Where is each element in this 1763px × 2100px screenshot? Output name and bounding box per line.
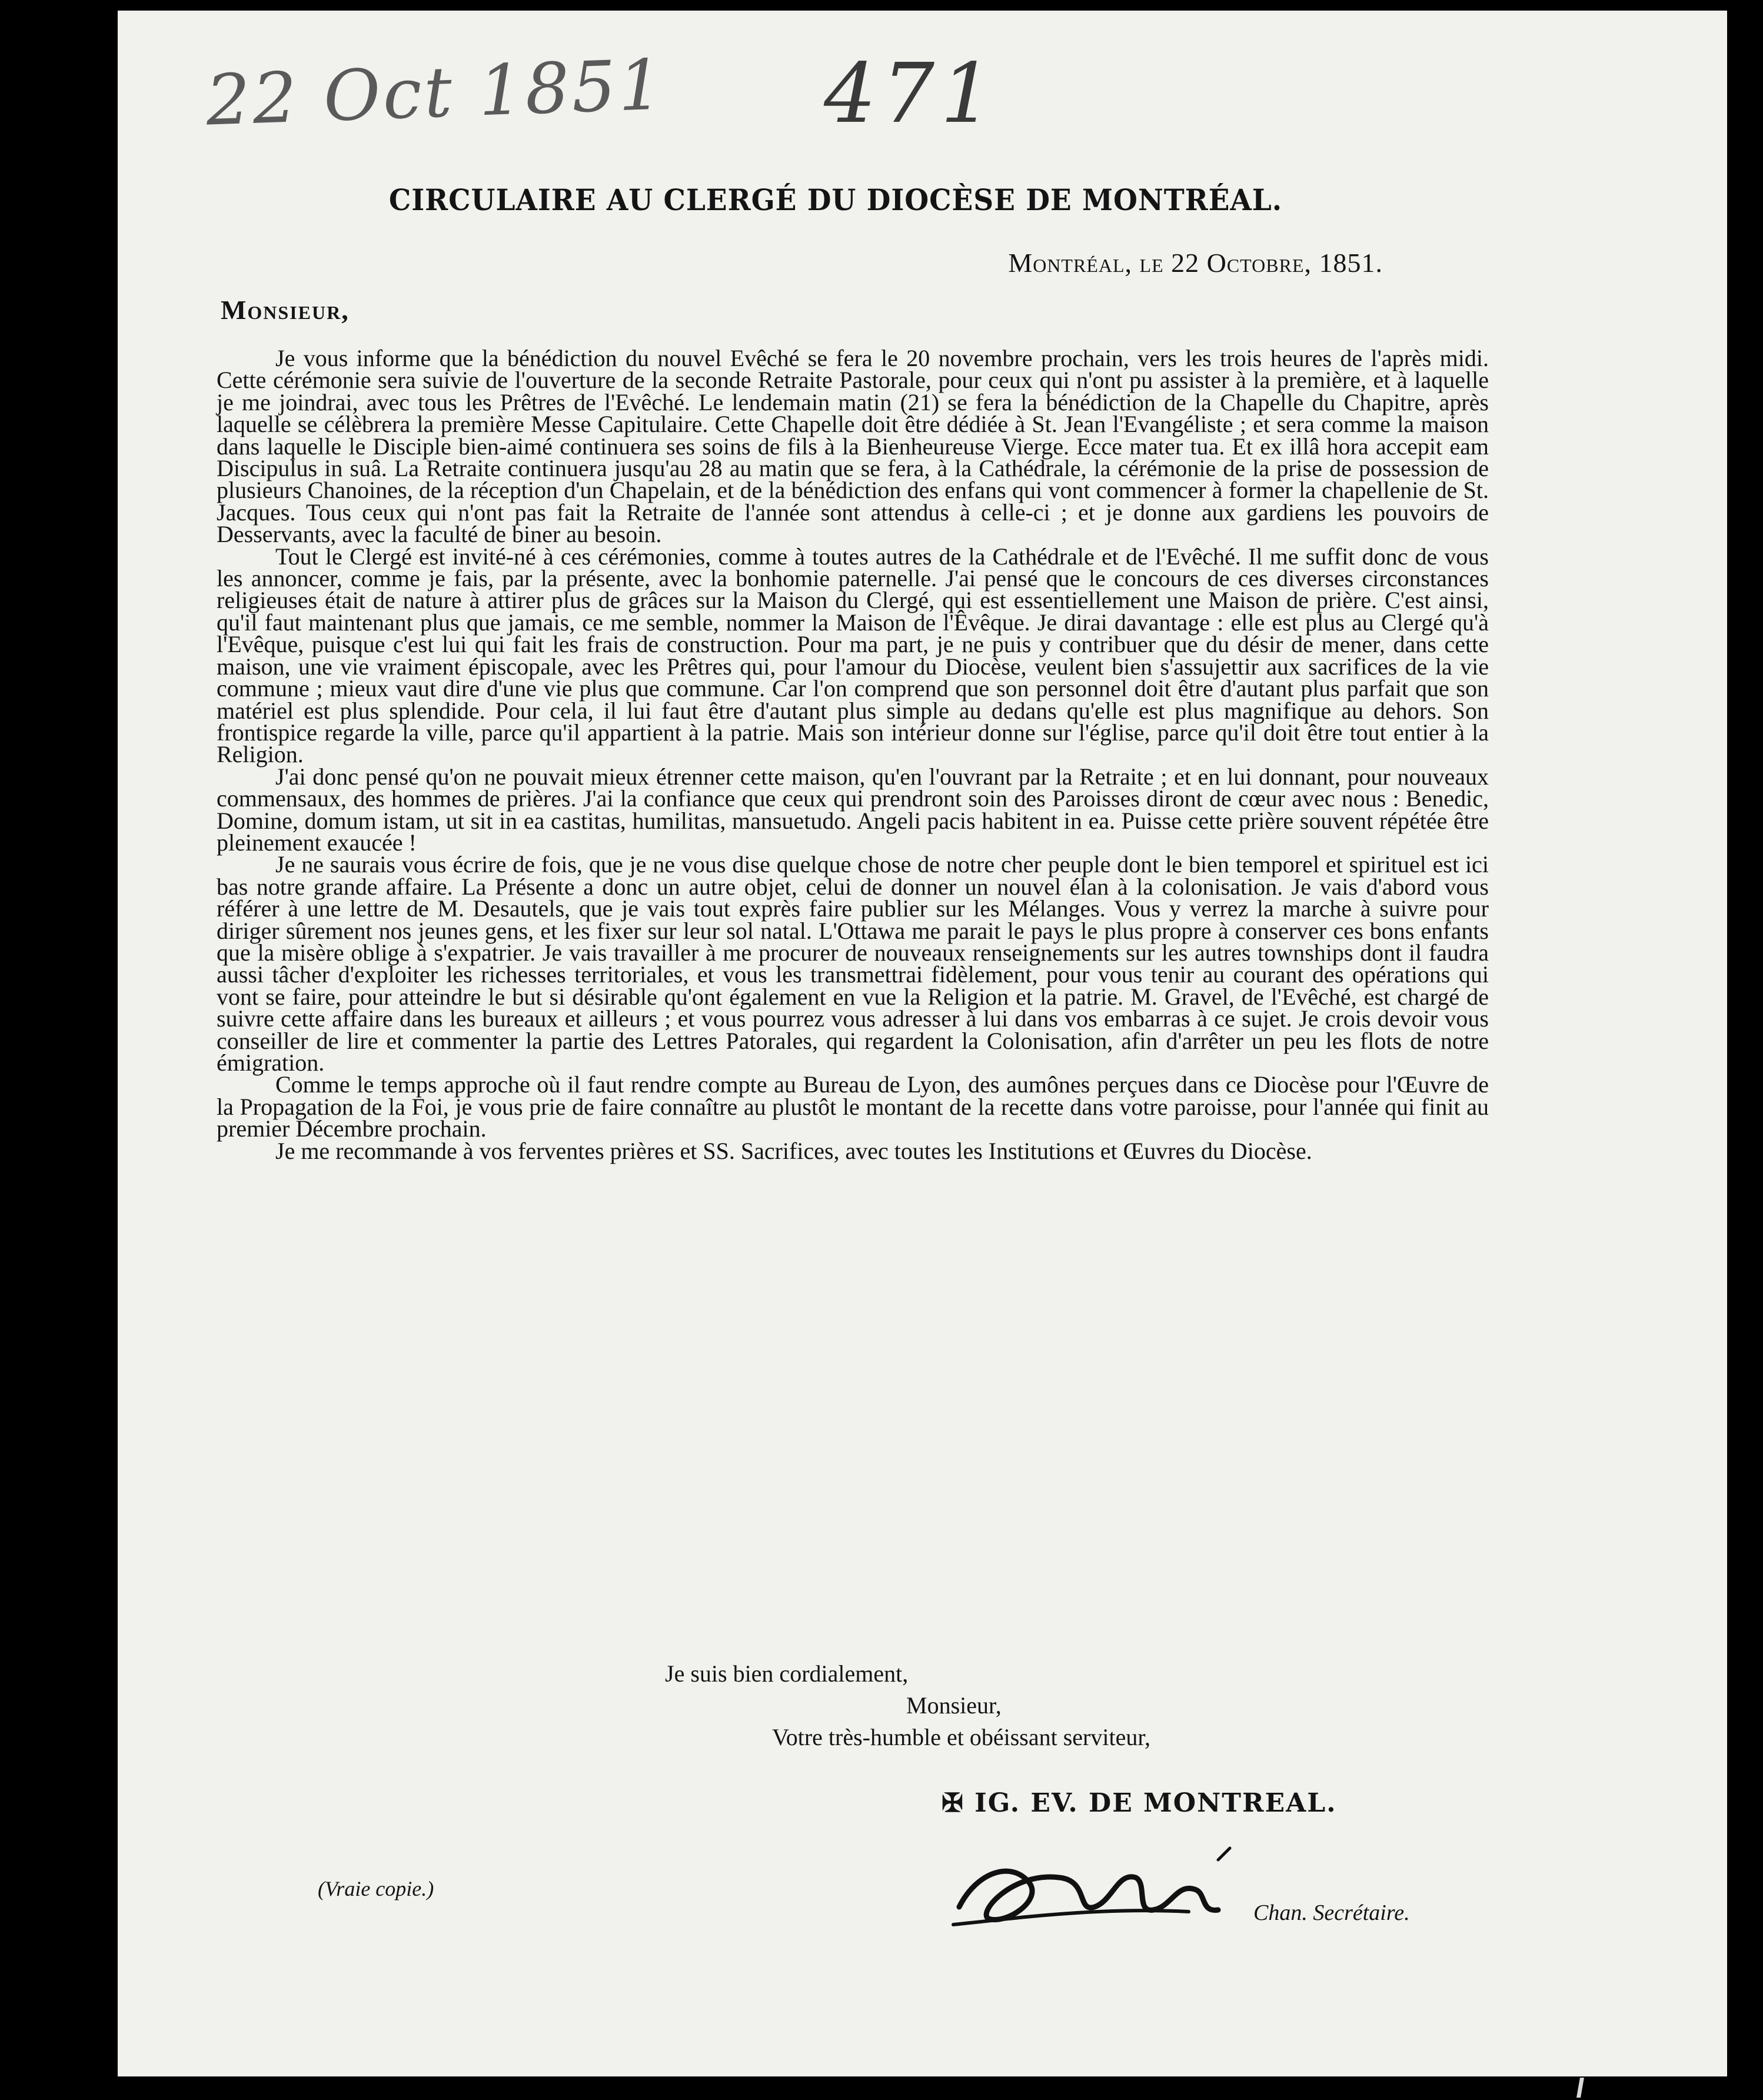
paragraph: Comme le temps approche où il faut rendre compte au Bureau de Lyon, des aumônes perçues dans ce Diocèse pour l'Œuvre de la Propagation de la Foi, je vous prie de faire connaître au plustôt le montant de la recette dans votre paroisse, pour l'année qui finit au premier Décembre prochain. [217,1071,1489,1142]
document-title: CIRCULAIRE AU CLERGÉ DU DIOCÈSE DE MONTRÉAL. [388,182,1283,217]
dateline: Montréal, le 22 Octobre, 1851. [1008,248,1383,278]
paragraph: J'ai donc pensé qu'on ne pouvait mieux étrenner cette maison, qu'en l'ouvrant par la Retraite ; et en lui donnant, pour nouveaux commensaux, des hommes de prières. J'ai la confiance que ceux qui prendront soin des Paroisses diront de cœur avec nous : Benedic, Domine, domum istam, ut sit in ea castitas, humilitas, mansuetudo. Angeli pacis habitent in ea. Puisse cette prière souvent répétée être pleinement exaucée ! [217,763,1489,856]
pencil-date-annotation: 22 Oct 1851 [204,44,666,141]
closing-line: Je suis bien cordialement, [665,1660,909,1687]
margin-tick-mark [1576,2078,1584,2098]
paragraph: Je me recommande à vos ferventes prières et SS. Sacrifices, avec toutes les Institutions et Œuvres du Diocèse. [275,1137,1312,1164]
paragraph: Je ne saurais vous écrire de fois, que je ne vous dise quelque chose de notre cher peuple dont le bien temporel et spirituel est ici bas notre grande affaire. La Présente a donc un autre objet, celui de donner un nouvel élan à la colonisation. Je vais d'abord vous référer à une lettre de M. Desautels, que je vais tout exprès faire publier sur les Mélanges. Vous y verrez la marche à suivre pour diriger sûrement nos jeunes gens, et les fixer sur leur sol natal. L'Ottawa me parait le pays le plus propre à conserver ces bons enfants que la misère oblige à s'expatrier. Je vais travailler à me procurer de nouveaux renseignements sur les autres townships dont il faudra aussi tâcher d'exploiter les richesses territoriales, et vous les transmettrai fidèlement, pour vous tenir au courant des opérations qui vont se faire, pour atteindre le but si désirable qu'ont également en vue la Religion et la patrie. M. Gravel, de l'Evêché, est chargé de suivre cette affaire dans les bureaux et ailleurs ; et vous pourrez vous adresser à lui dans vos embarras à ce sujet. Je crois devoir vous conseiller de lire et commenter la partie des Lettres Patorales, qui regardent la Colonisation, afin d'arrêter un peu les flots de notre émigration. [217,851,1489,1076]
printed-signature: ✠ IG. EV. DE MONTREAL. [942,1788,1337,1818]
closing-line: Votre très-humble et obéissant serviteur, [772,1724,1151,1750]
closing-line: Monsieur, [906,1692,1002,1719]
secretary-title: Chan. Secrétaire. [1253,1900,1410,1925]
folio-number: 471 [824,46,999,142]
handwritten-signature [942,1836,1259,1948]
copy-note: (Vraie copie.) [318,1877,434,1900]
salutation: Monsieur, [221,295,350,325]
paragraph: Je vous informe que la bénédiction du nouvel Evêché se fera le 20 novembre prochain, vers les trois heures de l'après midi. Cette cérémonie sera suivie de l'ouverture de la seconde Retraite Pastorale, pour ceux qui n'ont pu assister à la première, et à laquelle je me joindrai, avec tous les Prêtres de l'Evêché. Le lendemain matin (21) se fera la bénédiction de la Chapelle du Chapitre, après laquelle se célèbrera la première Messe Capitulaire. Cette Chapelle doit être dédiée à St. Jean l'Evangéliste ; et sera comme la maison dans laquelle le Disciple bien-aimé continuera ses soins de fils à la Bienheureuse Vierge. Ecce mater tua. Et ex illâ hora accepit eam Discipulus in suâ. La Retraite continuera jusqu'au 28 au matin que se fera, à la Cathédrale, la cérémonie de la prise de possession de plusieurs Chanoines, de la réception d'un Chapelain, et de la bénédiction des enfans qui vont commencer à former la chapellenie de St. Jacques. Tous ceux qui n'ont pas fait la Retraite de l'année sont attendus à celle-ci ; et je donne aux gardiens les pouvoirs de Desservants, avec la faculté de biner au besoin. [217,345,1489,548]
letter-body [217,347,1489,1162]
paragraph: Tout le Clergé est invité-né à ces cérémonies, comme à toutes autres de la Cathédrale et de l'Evêché. Il me suffit donc de vous les annoncer, comme je fais, par la présente, avec la bonhomie paternelle. J'ai pensé que le concours de ces diverses circonstances religieuses était de nature à attirer plus de grâces sur la Maison du Clergé, qui est essentiellement une Maison de prière. C'est ainsi, qu'il faut maintenant plus que jamais, ce me semble, nommer la Maison de l'Êvêque. Je dirai davantage : elle est plus au Clergé qu'à l'Evêque, puisque c'est lui qui fait les frais de construction. Pour ma part, je ne puis y contribuer que du désir de mener, dans cette maison, une vie vraiment épiscopale, avec les Prêtres qui, pour l'amour du Diocèse, veulent bien s'assujettir aux sacrifices de la vie commune ; mieux vaut dire d'une vie plus que commune. Car l'on comprend que son personnel doit être d'autant plus parfait que son matériel est plus splendide. Pour cela, il lui faut être d'autant plus simple au dedans qu'elle est plus magnifique au dehors. Son frontispice regarde la ville, parce qu'il appartient à la patrie. Mais son intérieur donne sur l'église, parce qu'il doit être tout entier à la Religion. [217,543,1489,768]
